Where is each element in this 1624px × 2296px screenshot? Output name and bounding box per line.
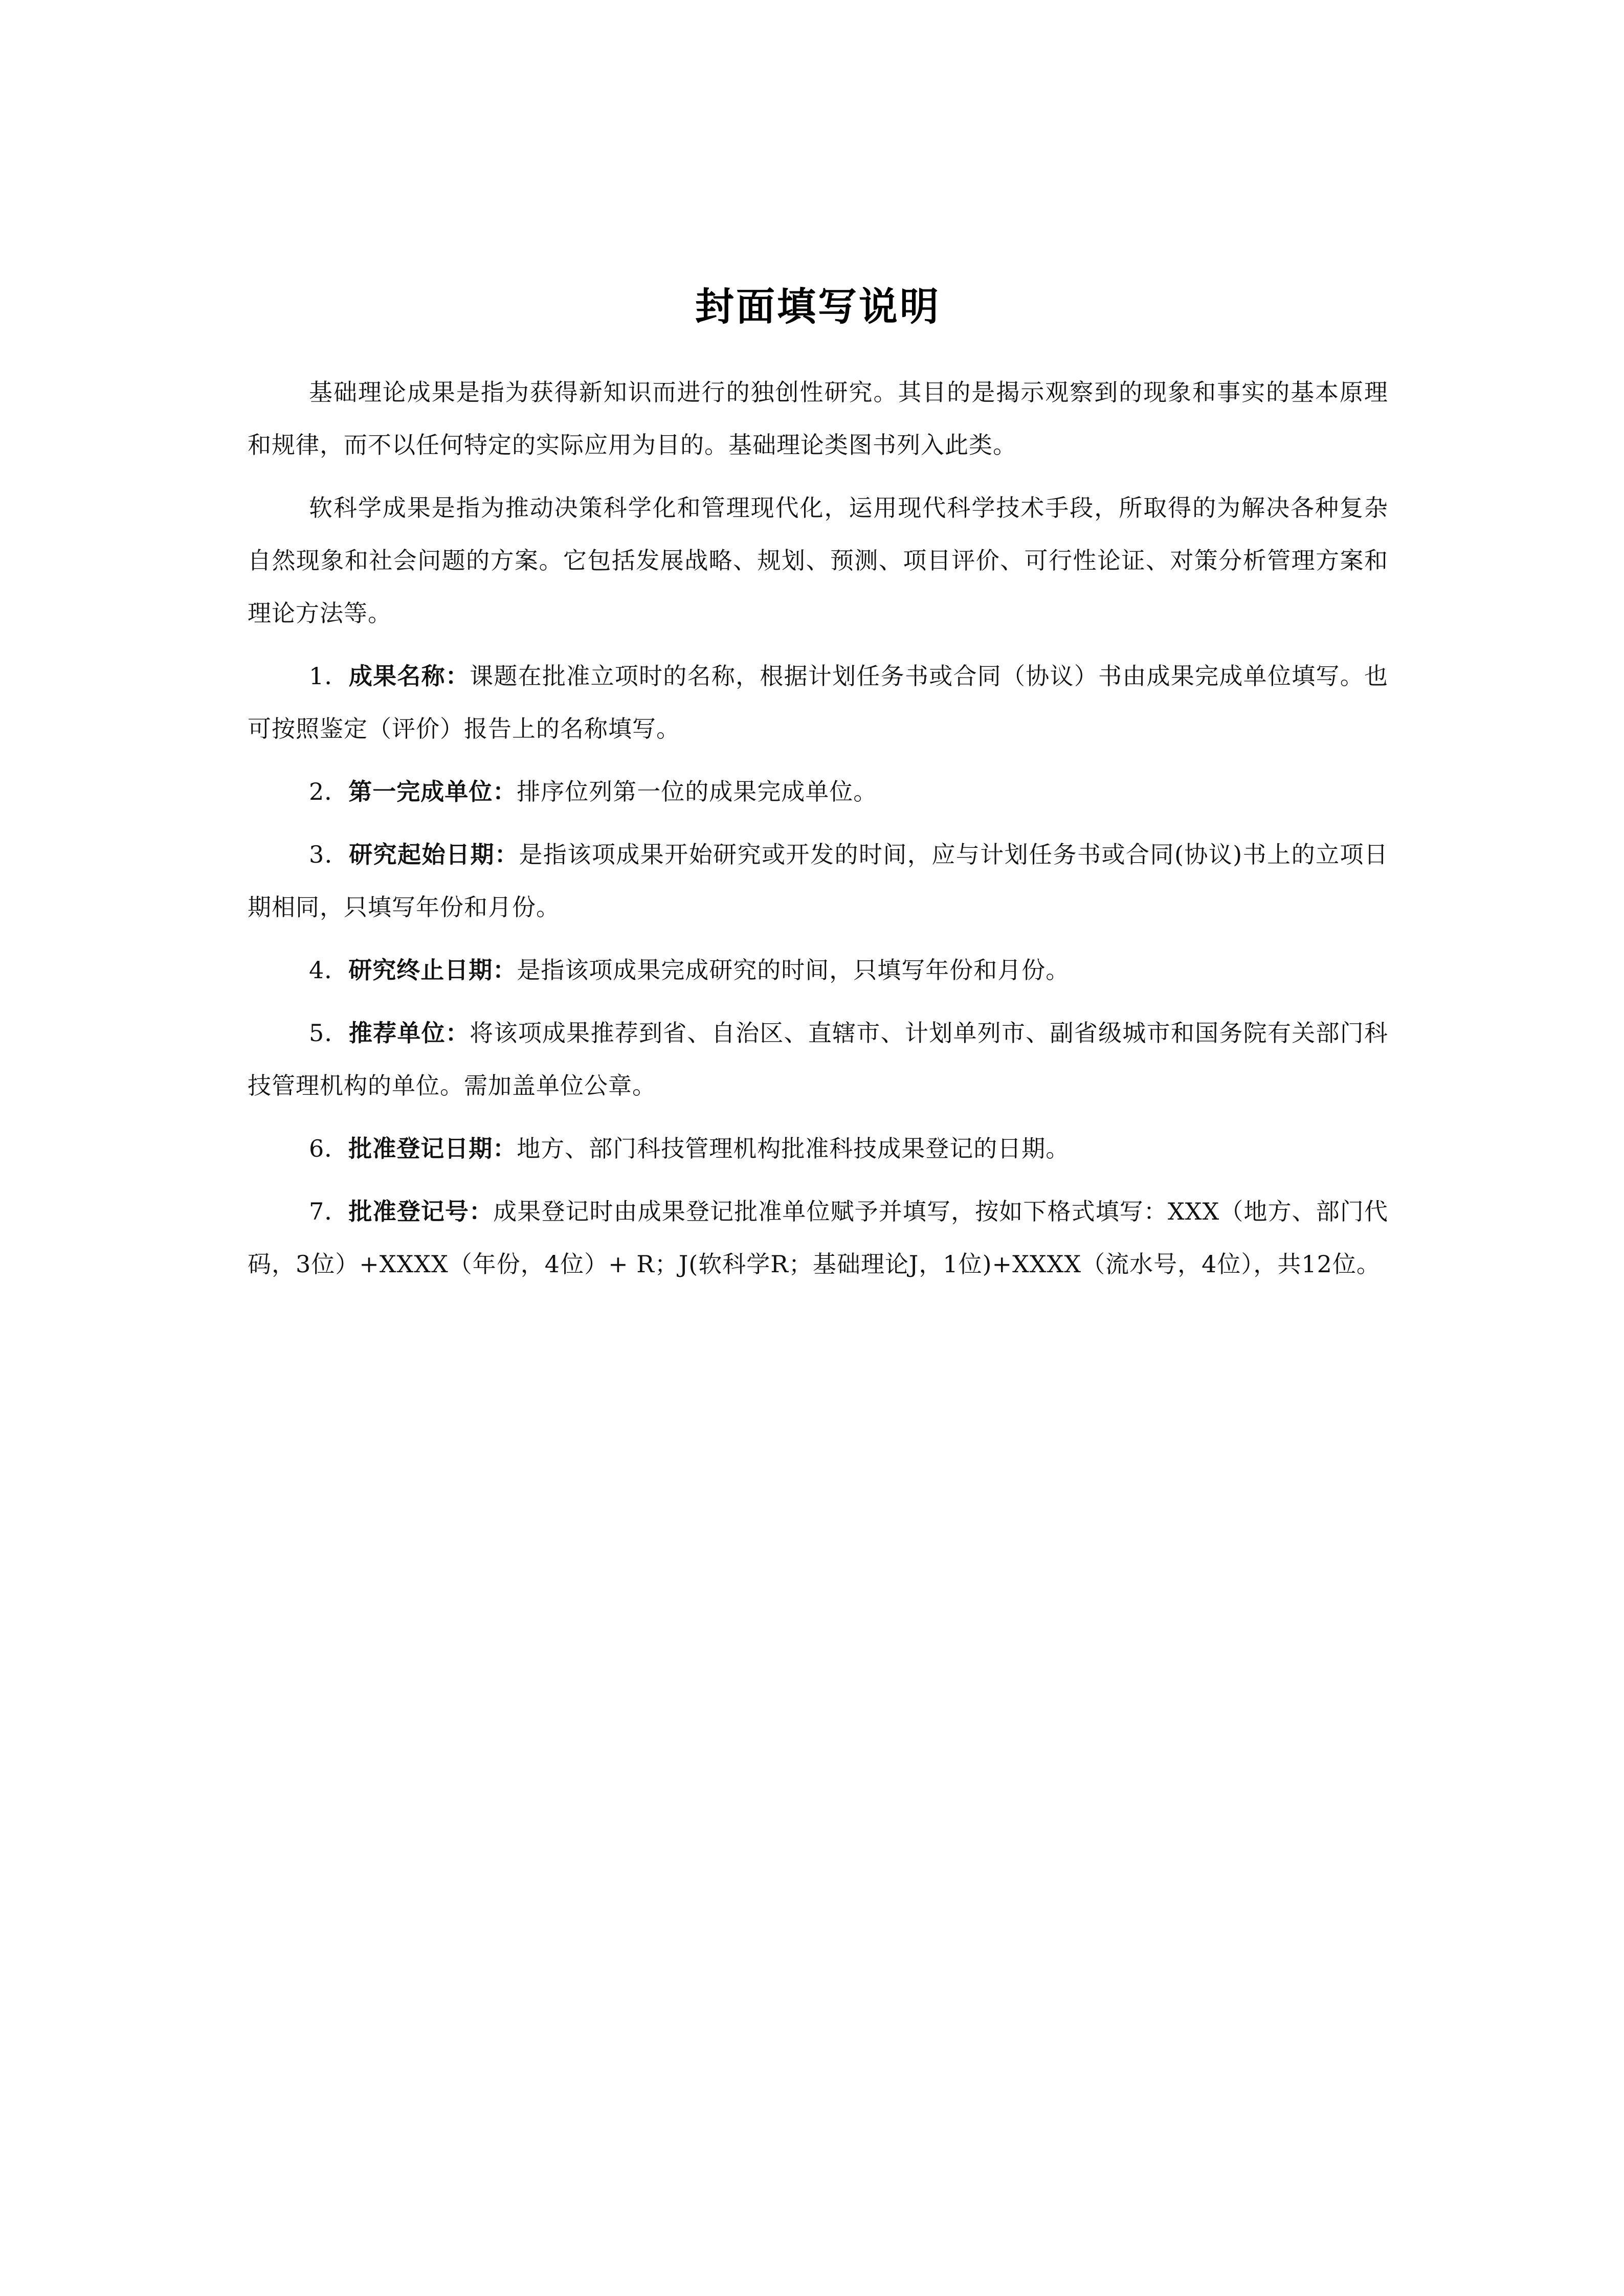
item-label: 成果名称： — [348, 662, 470, 690]
item-number: 3． — [309, 841, 349, 868]
item-research-start-date — [248, 828, 1388, 934]
item-text: 课题在批准立项时的名称，根据计划任务书或合同（协议）书由成果完成单位填写。也可按照鉴定（评价）报告上的名称填写。 — [248, 662, 1389, 742]
item-label: 推荐单位： — [348, 1019, 470, 1047]
item-text: 将该项成果推荐到省、自治区、直辖市、计划单列市、副省级城市和国务院有关部门科技管理机构的单位。需加盖单位公章。 — [248, 1019, 1389, 1099]
item-text: 是指该项成果开始研究或开发的时间，应与计划任务书或合同(协议)书上的立项日期相同，只填写年份和月份。 — [248, 841, 1388, 921]
item-label: 研究起始日期： — [349, 841, 519, 868]
item-text: 成果登记时由成果登记批准单位赋予并填写，按如下格式填写：XXX（地方、部门代码，3位）+XXXX（年份，4位）+ R；J(软科学R；基础理论J，1位)+XXXX（流水号，4位），共12位。 — [248, 1198, 1388, 1278]
item-registration-number — [248, 1185, 1388, 1291]
item-achievement-name — [248, 650, 1388, 755]
intro-paragraph-basic-theory: 基础理论成果是指为获得新知识而进行的独创性研究。其目的是揭示观察到的现象和事实的基本原理和规律，而不以任何特定的实际应用为目的。基础理论类图书列入此类。 — [248, 378, 1388, 459]
item-research-end-date — [248, 944, 1388, 997]
document-content — [248, 276, 1388, 1301]
item-text: 地方、部门科技管理机构批准科技成果登记的日期。 — [517, 1135, 1070, 1162]
item-first-completing-unit — [248, 766, 1388, 818]
item-recommending-unit — [248, 1007, 1388, 1112]
item-registration-approval-date — [248, 1122, 1388, 1175]
item-number: 4． — [309, 956, 349, 984]
item-text: 排序位列第一位的成果完成单位。 — [517, 778, 878, 805]
item-number: 6． — [309, 1135, 349, 1162]
item-label: 第一完成单位： — [348, 778, 517, 805]
item-label: 研究终止日期： — [348, 956, 517, 984]
item-text: 是指该项成果完成研究的时间，只填写年份和月份。 — [517, 956, 1070, 984]
item-number: 1． — [309, 662, 349, 690]
item-number: 2． — [309, 778, 349, 805]
item-number: 7． — [309, 1198, 349, 1225]
page-title: 封面填写说明 — [695, 284, 941, 329]
item-label: 批准登记日期： — [348, 1135, 517, 1162]
item-label: 批准登记号： — [348, 1198, 494, 1225]
intro-paragraph-soft-science: 软科学成果是指为推动决策科学化和管理现代化，运用现代科学技术手段，所取得的为解决各种复杂自然现象和社会问题的方案。它包括发展战略、规划、预测、项目评价、可行性论证、对策分析管理方案和理论方法等。 — [248, 494, 1388, 627]
item-number: 5． — [309, 1019, 349, 1047]
